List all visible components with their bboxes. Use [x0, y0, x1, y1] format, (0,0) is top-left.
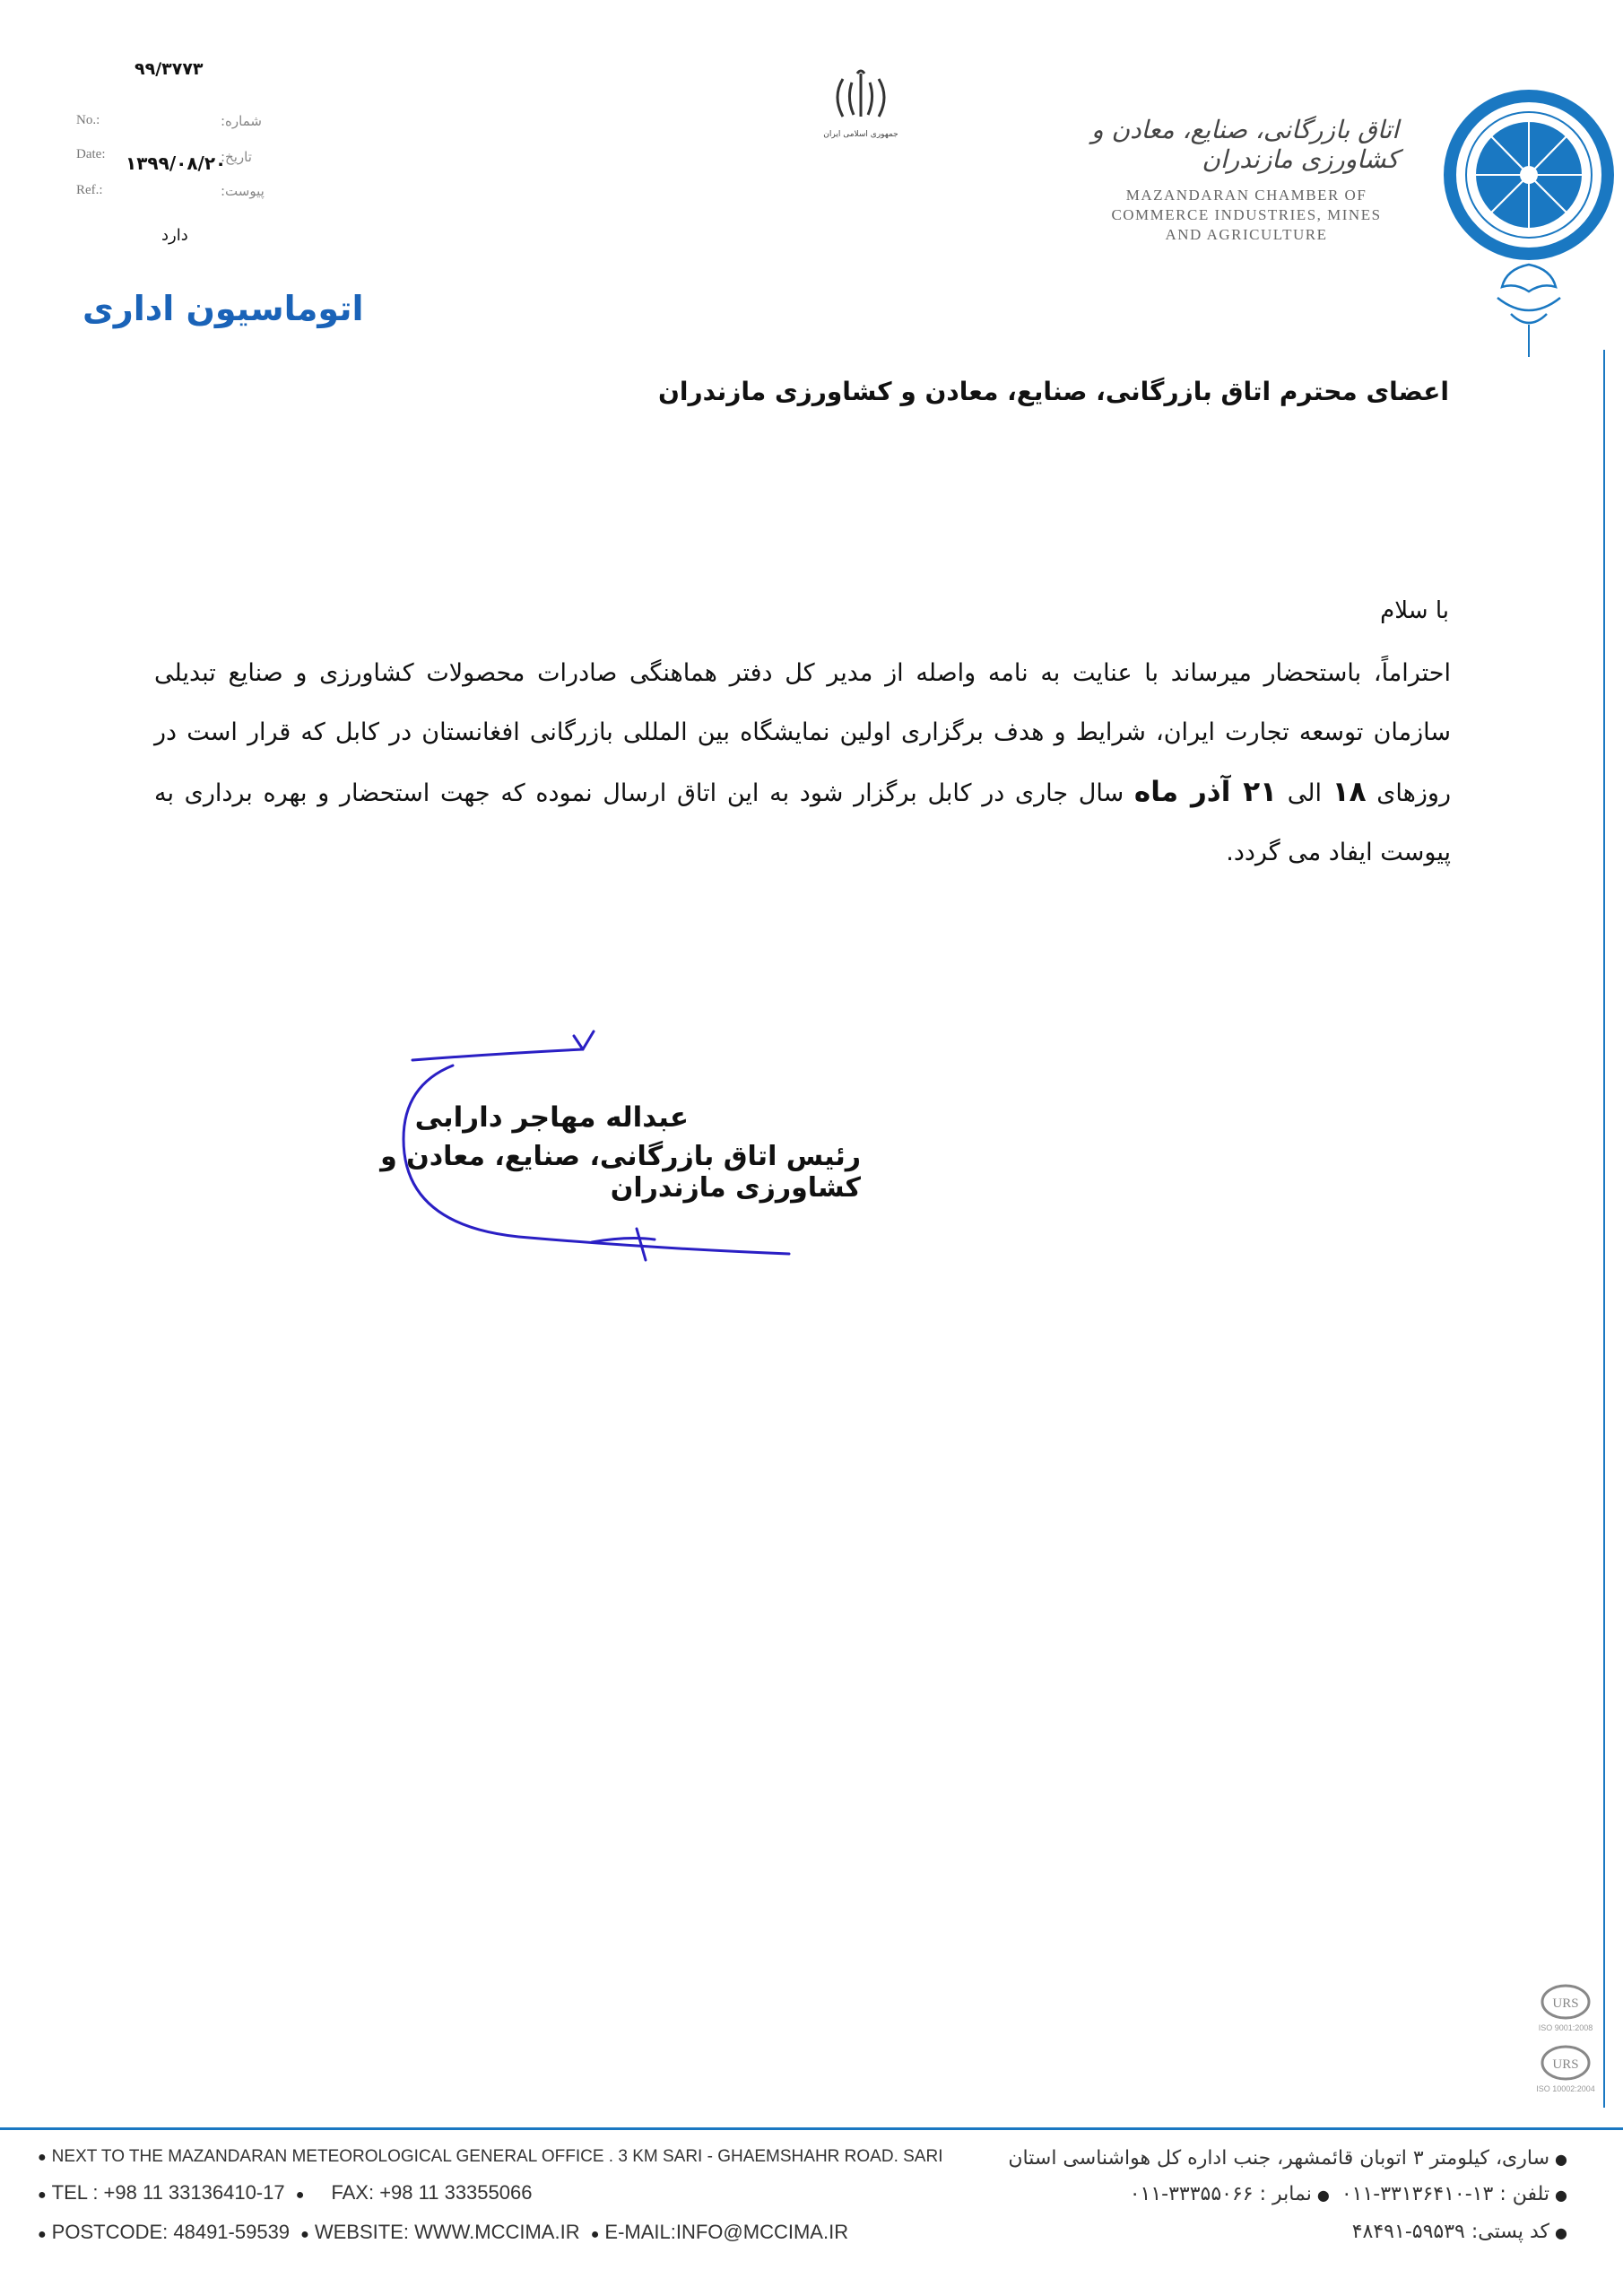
footer-website-en: WEBSITE: WWW.MCCIMA.IR [314, 2221, 580, 2243]
chamber-name-fa: اتاق بازرگانی، صنایع، معادن و کشاورزی مازندران [1091, 115, 1399, 174]
chamber-name-en [1076, 186, 1417, 245]
event-end-day: ۲۱ آذر ماه [1133, 776, 1278, 808]
chamber-name-en-line-3: AND AGRICULTURE [1165, 226, 1328, 243]
iso-9001-caption: ISO 9001:2008 [1538, 2023, 1593, 2032]
footer-address-en: ● NEXT TO THE MAZANDARAN METEOROLOGICAL GENERAL OFFICE . 3 KM SARI - GHAEMSHAHR ROAD. SARI [38, 2147, 943, 2166]
footer-address-en-text: NEXT TO THE MAZANDARAN METEOROLOGICAL GENERAL OFFICE . 3 KM SARI - GHAEMSHAHR ROAD. SARI [51, 2147, 943, 2166]
footer-postcode-fa-text: کد پستی: ۵۹۵۳۹-۴۸۴۹۱ [1351, 2221, 1550, 2243]
attachment-value: دارد [161, 226, 188, 245]
footer-postcode-en: POSTCODE: 48491-59539 [51, 2221, 291, 2243]
date-label-fa: تاریخ: [221, 149, 252, 165]
footer-fax-en: FAX: +98 11 33355066 [331, 2181, 533, 2204]
footer-rule [0, 2127, 1623, 2130]
date-label-en: Date: [76, 147, 106, 161]
ref-label-en: Ref.: [76, 183, 103, 197]
date-value: ۱۳۹۹/۰۸/۲۰ [126, 152, 227, 174]
footer-phone-fa: ●تلفن : ۱۳-۳۳۱۳۶۴۱۰-۰۱۱ ●نمابر : ۳۳۳۵۵۰۶۶-۰۱۱ [1129, 2183, 1567, 2205]
letter-recipient: اعضای محترم اتاق بازرگانی، صنایع، معادن و کشاورزی مازندران [657, 377, 1449, 406]
chamber-logo-icon [1444, 90, 1614, 359]
iso-10002-caption: ISO 10002:2004 [1536, 2084, 1595, 2093]
letter-body-part-2: الی [1287, 779, 1323, 807]
office-automation-label: اتوماسیون اداری [82, 289, 364, 328]
letter-body-part-1: احتراماً، باستحضار میرساند با عنایت به نامه واصله از مدیر کل دفتر هماهنگی صادرات محصولات کشاورزی و صنایع تبدیلی سازمان توسعه تجارت ایران، شرایط و هدف برگزاری اولین نمایشگاه بین المللی بازرگانی افغانستان در کابل که قرار است در روزهای [154, 659, 1451, 807]
right-margin-rule [1603, 350, 1605, 2108]
letter-greeting: با سلام [1380, 597, 1449, 624]
ref-label-fa: پیوست: [221, 183, 265, 199]
urs-badge-label-2: URS [1552, 2057, 1579, 2072]
letter-body [154, 644, 1451, 883]
footer-phone-en: ● TEL : +98 11 33136410-17 ● FAX: +98 11 33355066 [38, 2181, 533, 2204]
footer-postcode-fa: ●کد پستی: ۵۹۵۳۹-۴۸۴۹۱ [1351, 2221, 1567, 2243]
footer-fax-fa: نمابر : ۳۳۳۵۵۰۶۶-۰۱۱ [1129, 2183, 1312, 2205]
chamber-name-en-line-1: MAZANDARAN CHAMBER OF [1125, 187, 1367, 204]
event-start-day: ۱۸ [1332, 776, 1367, 808]
urs-certification-badge [1523, 1982, 1612, 2036]
footer-tel-en: TEL : +98 11 33136410-17 [51, 2181, 285, 2204]
emblem-caption: جمهوری اسلامی ایران [823, 130, 898, 139]
signer-title: رئیس اتاق بازرگانی، صنایع، معادن و کشاورزی مازندران [380, 1141, 861, 1204]
iran-emblem-icon [807, 61, 915, 151]
signer-name: عبداله مهاجر دارابی [414, 1101, 689, 1134]
letter-serial-number: ۹۹/۳۷۷۳ [135, 59, 204, 79]
footer-contact-en: ● POSTCODE: 48491-59539 ● WEBSITE: WWW.MCCIMA.IR ● E-MAIL:INFO@MCCIMA.IR [38, 2221, 849, 2243]
footer-email-en: E-MAIL:INFO@MCCIMA.IR [604, 2221, 849, 2243]
urs-badge-label: URS [1552, 1996, 1579, 2011]
chamber-name-en-line-2: COMMERCE INDUSTRIES, MINES [1111, 206, 1382, 223]
letter-body-part-3: سال جاری در کابل برگزار شود به این اتاق ارسال نموده که جهت استحضار و بهره برداری به پیوست ایفاد می گردد. [154, 779, 1451, 866]
number-label-en: No.: [76, 113, 100, 127]
footer-tel-fa: تلفن : ۱۳-۳۳۱۳۶۴۱۰-۰۱۱ [1341, 2183, 1550, 2205]
footer-address-fa: ●ساری، کیلومتر ۳ اتوبان قائمشهر، جنب اداره کل هواشناسی استان [1008, 2147, 1567, 2170]
footer-address-fa-text: ساری، کیلومتر ۳ اتوبان قائمشهر، جنب اداره کل هواشناسی استان [1008, 2147, 1550, 2170]
urs-complaints-badge [1523, 2043, 1612, 2097]
number-label-fa: شماره: [221, 113, 262, 129]
